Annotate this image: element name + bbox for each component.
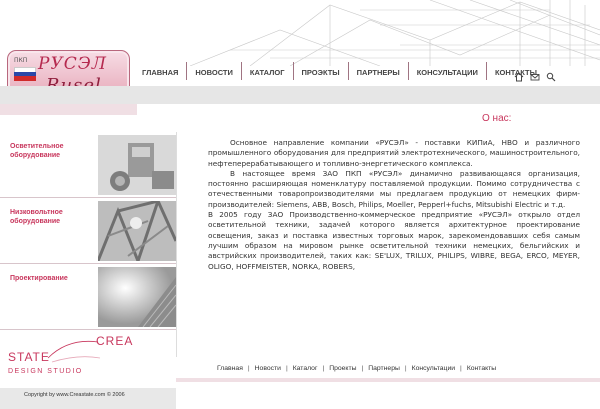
mail-icon[interactable] (530, 72, 540, 82)
header-gray-bar (0, 86, 600, 104)
about-paragraph-2: В настоящее время ЗАО ПКП «РУСЭЛ» динамично развивающаяся организация, постоянно расширяющая номенклатуру поставляемой продукции. Помимо сотрудничества с отечественными товаропроизводителями мы предлагаем продукцию от немецких фирм-производителей: Siemens, ABB, Bosch, Philips, Moeller, Pepperl+fuchs, Mitsubishi Electric и т.д. (208, 168, 580, 209)
logo-name-ru: РУСЭЛ (38, 54, 107, 74)
footer-link-catalog[interactable]: Каталог (292, 365, 318, 372)
nav-news[interactable]: НОВОСТИ (186, 62, 241, 80)
lighting-equipment-photo (98, 135, 176, 195)
footer-link-consultations[interactable]: Консультации (411, 365, 456, 372)
sidebar-item-low-voltage[interactable] (0, 198, 176, 264)
about-paragraph-1: Основное направление компании «РУСЭЛ» - поставки КИПиА, НВО и различного промышленного оборудования для предприятий электротехнического, машиностроительного, нефтеперерабатывающего и топливно-энергетического комплекса. (208, 138, 580, 168)
sidebar-item-design[interactable] (0, 264, 176, 330)
sidebar-item-lighting[interactable] (0, 132, 176, 198)
search-icon[interactable] (546, 72, 556, 82)
sidebar-item-label[interactable]: Низковольтное оборудование (10, 209, 63, 225)
column-divider (176, 132, 177, 357)
nav-consultations[interactable]: КОНСУЛЬТАЦИИ (408, 62, 486, 80)
top-icons (514, 72, 556, 82)
flag-icon (14, 67, 36, 81)
footer-copyright-bar (0, 388, 176, 409)
footer-link-projects[interactable]: Проекты (329, 365, 357, 372)
footer-link-main[interactable]: Главная (217, 365, 243, 372)
crea-state-logo[interactable] (8, 334, 158, 382)
page-title: О нас: (482, 113, 512, 124)
state-text: STATE (8, 350, 50, 364)
sidebar-item-label[interactable]: Осветительное оборудование (10, 143, 64, 159)
sidebar-item-label[interactable]: Проектирование (10, 275, 68, 282)
design-studio-text: DESIGN STUDIO (8, 368, 83, 375)
nav-contacts[interactable]: КОНТАКТЫ (486, 62, 545, 80)
footer-link-partners[interactable]: Партнеры (368, 365, 400, 372)
nav-main[interactable]: ГЛАВНАЯ (142, 68, 179, 77)
sidebar (0, 132, 176, 330)
copyright-text: Copyright by www.Creastate.com © 2006 (24, 392, 125, 398)
bottom-navigation: Главная | Новости | Каталог | Проекты | Партнеры | Консультации | Контакты (212, 365, 501, 372)
about-paragraph-3: В 2005 году ЗАО Производственно-коммерческое предприятие «РУСЭЛ» открыло отдел осветительной техники, задачей которого является архитектурное проектирование освещения, заказ и поставка известных торговых марок, зарекомендовавших себя самым лучшим образом на мировом рынке осветительной техники немецких, бельгийских и австрийских производителей, таких как: SE'LUX, TRILUX, PHILIPS, WIBRE, BEGA, ERCO, MEYER, OLIGO, HOFFMEISTER, NORKA, ROBERS, (208, 210, 580, 271)
crea-text: CREA (96, 334, 134, 348)
footer-pink-bar (176, 378, 600, 382)
footer-link-contacts[interactable]: Контакты (466, 365, 497, 372)
home-icon[interactable] (514, 72, 524, 82)
top-navigation (134, 62, 545, 80)
low-voltage-photo (98, 201, 176, 261)
design-photo (98, 267, 176, 327)
about-text (208, 138, 580, 272)
footer-link-news[interactable]: Новости (254, 365, 281, 372)
logo-pkp: ПКП (14, 57, 28, 64)
blueprint-background (130, 0, 600, 66)
nav-partners[interactable]: ПАРТНЕРЫ (348, 62, 408, 80)
nav-catalog[interactable]: КАТАЛОГ (241, 62, 293, 80)
nav-projects[interactable]: ПРОЭКТЫ (293, 62, 348, 80)
